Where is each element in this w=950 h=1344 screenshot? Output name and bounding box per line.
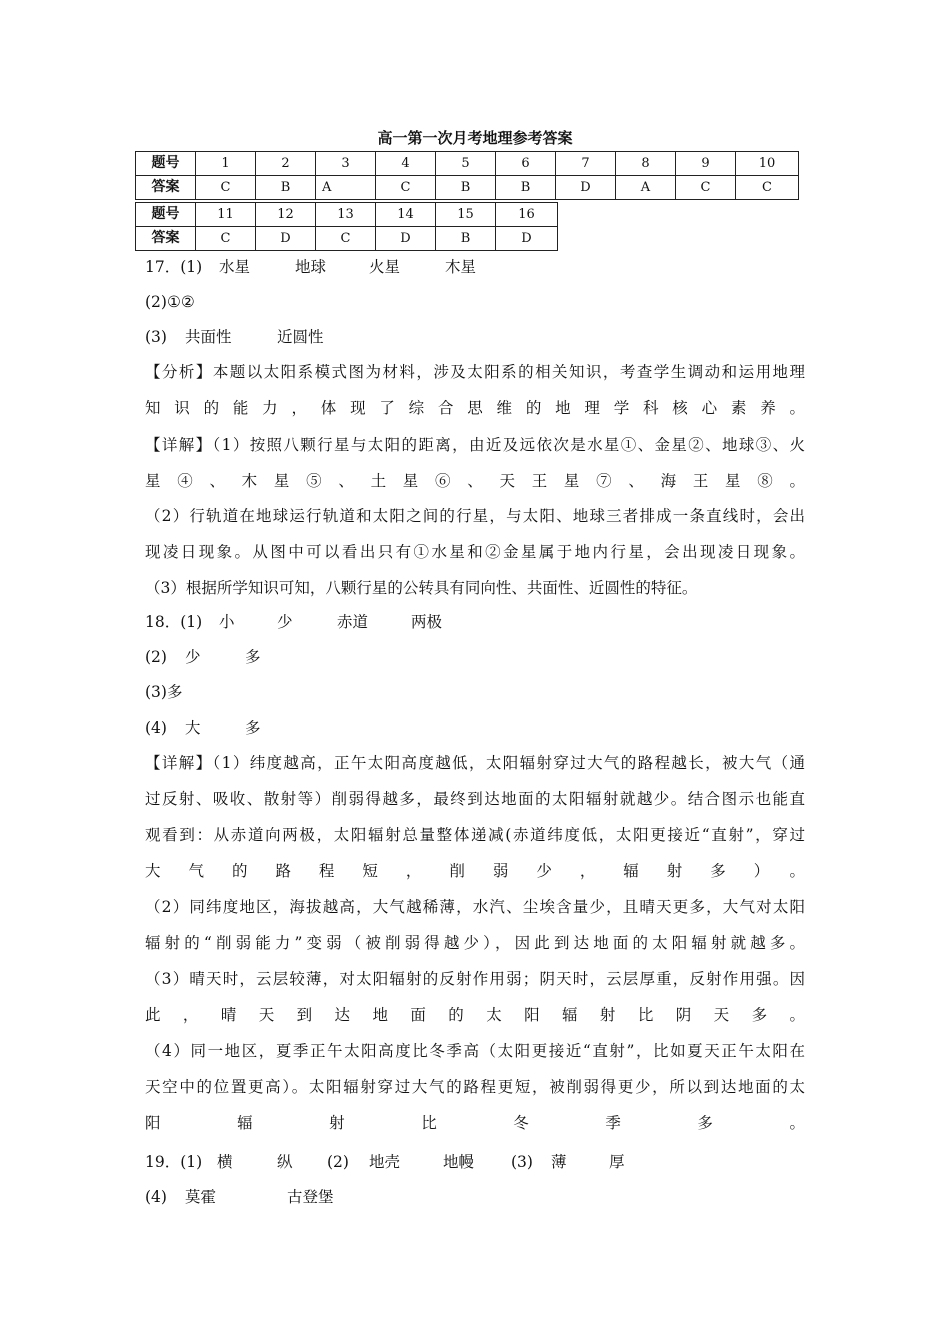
- answer-cell: D: [496, 227, 558, 251]
- q17-answer: 近圆性: [277, 328, 324, 346]
- question-number: 11: [196, 203, 256, 227]
- text-line: 【详解】（1）按照八颗行星与太阳的距离，由近及远依次是水星①、金星②、地球③、火: [145, 436, 805, 454]
- q17-part2: (2)①②: [145, 293, 195, 311]
- text-line: 观看到：从赤道向两极，太阳辐射总量整体递减(赤道纬度低，太阳更接近“直射”，穿过: [145, 826, 805, 844]
- text-line: 知识的能力，体现了综合思维的地理学科核心素养。: [145, 399, 805, 417]
- q19-answer: 横: [217, 1153, 233, 1171]
- q19-answer: 古登堡: [287, 1188, 334, 1206]
- text-line: （2）同纬度地区，海拔越高，大气越稀薄，水汽、尘埃含量少，且晴天更多，大气对太阳: [145, 898, 805, 916]
- q19-answer: 薄: [551, 1153, 567, 1171]
- row-header-question: 题号: [136, 203, 196, 227]
- q19-answer: 纵: [277, 1153, 293, 1171]
- question-number: 12: [256, 203, 316, 227]
- q18-answer: 赤道: [337, 613, 369, 631]
- question-number: 3: [316, 152, 376, 176]
- question-number: 15: [436, 203, 496, 227]
- q17-label: 17．(1): [145, 258, 203, 276]
- question-number: 8: [616, 152, 676, 176]
- q18-label: 18．(1): [145, 613, 203, 631]
- text-line: 阳辐射比冬季多。: [145, 1114, 805, 1132]
- q19-answer: 地幔: [443, 1153, 475, 1171]
- answer-cell: C: [316, 227, 376, 251]
- answer-cell: C: [676, 176, 736, 200]
- answer-cell: B: [496, 176, 556, 200]
- q17-detail-3: （3）根据所学知识可知，八颗行星的公转具有同向性、共面性、近圆性的特征。: [145, 579, 698, 597]
- question-number: 10: [736, 152, 799, 176]
- text-line: （4）同一地区，夏季正午太阳高度比冬季高（太阳更接近“直射”，比如夏天正午太阳在: [145, 1042, 805, 1060]
- q17-detail-2: [145, 505, 805, 563]
- q18-answer: 小: [219, 613, 235, 631]
- q18-detail-3: [145, 968, 805, 1026]
- question-number-row: [136, 152, 799, 176]
- answer-cell: A: [616, 176, 676, 200]
- question-number: 7: [556, 152, 616, 176]
- q19-part3-label: (3): [511, 1153, 533, 1171]
- q17-answer: 木星: [445, 258, 477, 276]
- q17-analysis: [145, 361, 805, 419]
- row-header-answer: 答案: [136, 176, 196, 200]
- q17-part3-label: (3): [145, 328, 167, 346]
- q19-answer: 地壳: [369, 1153, 401, 1171]
- q19-answer: 莫霍: [185, 1188, 217, 1206]
- question-number: 2: [256, 152, 316, 176]
- q18-detail-1: [145, 752, 805, 882]
- answer-row: [136, 176, 799, 200]
- question-number: 5: [436, 152, 496, 176]
- answer-table-part2: [135, 202, 558, 251]
- question-number: 4: [376, 152, 436, 176]
- answer-table-part1: [135, 151, 799, 200]
- answer-cell: B: [436, 176, 496, 200]
- q18-answer: 少: [277, 613, 293, 631]
- q18-part2-label: (2): [145, 648, 167, 666]
- text-line: 现凌日现象。从图中可以看出只有①水星和②金星属于地内行星，会出现凌日现象。: [145, 543, 805, 561]
- q19-part2-label: (2): [327, 1153, 349, 1171]
- answer-cell: D: [376, 227, 436, 251]
- answer-cell: C: [736, 176, 799, 200]
- q18-part4-label: (4): [145, 719, 167, 737]
- q18-part3: (3)多: [145, 683, 183, 701]
- answer-cell: A: [316, 176, 376, 200]
- text-line: （2）行轨道在地球运行轨道和太阳之间的行星，与太阳、地球三者排成一条直线时，会出: [145, 507, 805, 525]
- answer-cell: C: [376, 176, 436, 200]
- answer-row: [136, 227, 558, 251]
- q18-answer: 大: [185, 719, 201, 737]
- q18-detail-4: [145, 1040, 805, 1134]
- question-number: 14: [376, 203, 436, 227]
- q17-detail-1: [145, 434, 805, 492]
- q18-detail-2: [145, 896, 805, 954]
- answer-cell: D: [256, 227, 316, 251]
- text-line: 【分析】本题以太阳系模式图为材料，涉及太阳系的相关知识，考查学生调动和运用地理: [145, 363, 805, 381]
- question-number: 13: [316, 203, 376, 227]
- q18-answer: 少: [185, 648, 201, 666]
- question-number: 16: [496, 203, 558, 227]
- answer-cell: D: [556, 176, 616, 200]
- q19-part4-label: (4): [145, 1188, 167, 1206]
- answer-cell: C: [196, 176, 256, 200]
- question-number: 9: [676, 152, 736, 176]
- q17-answer: 水星: [219, 258, 251, 276]
- q18-answer: 多: [245, 719, 261, 737]
- q17-answer: 共面性: [185, 328, 232, 346]
- question-number: 6: [496, 152, 556, 176]
- text-line: （3）晴天时，云层较薄，对太阳辐射的反射作用弱；阴天时，云层厚重，反射作用强。因: [145, 970, 805, 988]
- text-line: 辐射的“削弱能力”变弱（被削弱得越少），因此到达地面的太阳辐射就越多。: [145, 934, 805, 952]
- text-line: 【详解】（1）纬度越高，正午太阳高度越低，太阳辐射穿过大气的路程越长，被大气（通: [145, 754, 805, 772]
- row-header-answer: 答案: [136, 227, 196, 251]
- q19-label: 19．(1): [145, 1153, 203, 1171]
- question-number: 1: [196, 152, 256, 176]
- q17-answer: 地球: [295, 258, 327, 276]
- q19-answer: 厚: [609, 1153, 625, 1171]
- q17-answer: 火星: [369, 258, 401, 276]
- row-header-question: 题号: [136, 152, 196, 176]
- text-line: 过反射、吸收、散射等）削弱得越多，最终到达地面的太阳辐射就越少。结合图示也能直: [145, 790, 805, 808]
- q18-answer: 多: [245, 648, 261, 666]
- answer-cell: B: [256, 176, 316, 200]
- question-number-row: [136, 203, 558, 227]
- answer-cell: C: [196, 227, 256, 251]
- text-line: 大气的路程短，削弱少，辐射多）。: [145, 862, 805, 880]
- answer-cell: B: [436, 227, 496, 251]
- text-line: 此，晴天到达地面的太阳辐射比阴天多。: [145, 1006, 805, 1024]
- q18-answer: 两极: [411, 613, 443, 631]
- text-line: 天空中的位置更高）。太阳辐射穿过大气的路程更短，被削弱得更少，所以到达地面的太: [145, 1078, 805, 1096]
- page-title: 高一第一次月考地理参考答案: [377, 129, 573, 147]
- text-line: 星④、木星⑤、土星⑥、天王星⑦、海王星⑧。: [145, 472, 805, 490]
